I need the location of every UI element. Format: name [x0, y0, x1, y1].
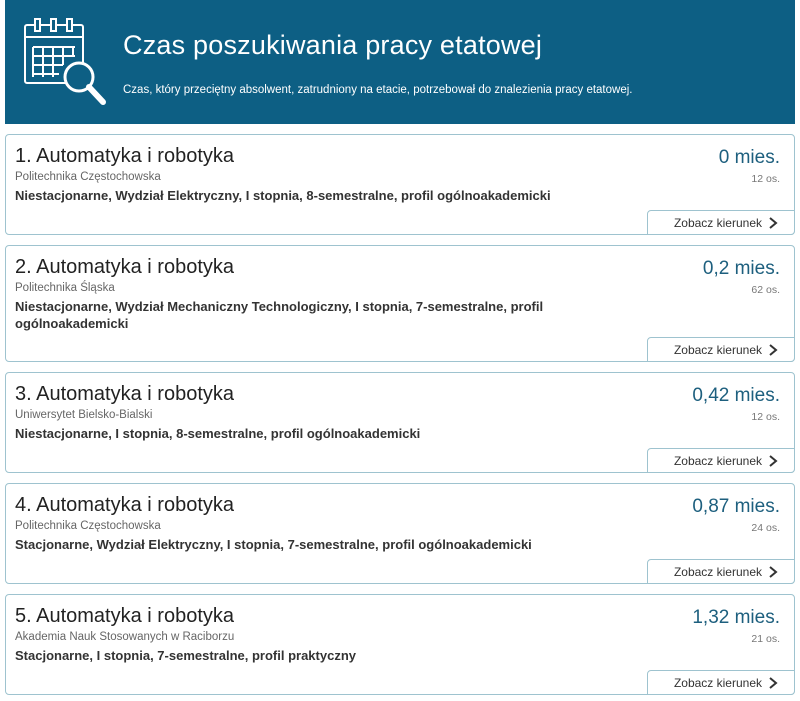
button-label: Zobacz kierunek [673, 215, 762, 230]
card-details: Niestacjonarne, Wydział Elektryczny, I stopnia, 8-semestralne, profil ogólnoakademicki [15, 188, 551, 203]
card-count: 12 os. [751, 173, 780, 185]
card-title: 5. Automatyka i robotyka [15, 605, 235, 627]
card-title: 3. Automatyka i robotyka [15, 383, 235, 405]
card-value: 0,2 mies. [702, 258, 780, 279]
button-label: Zobacz kierunek [673, 564, 762, 579]
card-title: 2. Automatyka i robotyka [15, 256, 235, 278]
result-card-1 [5, 134, 795, 235]
result-card-2 [5, 245, 795, 362]
button-label: Zobacz kierunek [673, 342, 762, 357]
card-university: Akademia Nauk Stosowanych w Raciborzu [15, 631, 235, 643]
card-value: 0,87 mies. [692, 496, 780, 517]
button-label: Zobacz kierunek [673, 453, 762, 468]
card-details: Stacjonarne, I stopnia, 7-semestralne, profil praktyczny [15, 648, 356, 663]
result-card-4 [5, 483, 795, 584]
card-value: 0,42 mies. [692, 385, 780, 406]
card-value: 0 mies. [718, 147, 780, 168]
view-program-button[interactable] [647, 670, 795, 695]
page-title: Czas poszukiwania pracy etatowej [123, 30, 543, 60]
card-count: 12 os. [751, 411, 780, 423]
view-program-button[interactable] [647, 448, 795, 473]
card-count: 62 os. [751, 284, 780, 296]
button-label: Zobacz kierunek [673, 675, 762, 690]
page-subtitle: Czas, który przeciętny absolwent, zatrudniony na etacie, potrzebował do znalezienia pracy etatowej. [123, 84, 633, 96]
page-header [5, 0, 795, 124]
card-count: 24 os. [751, 522, 780, 534]
chevron-right-icon [768, 217, 778, 229]
result-card-5 [5, 594, 795, 695]
card-title: 1. Automatyka i robotyka [15, 145, 235, 167]
view-program-button[interactable] [647, 559, 795, 584]
chevron-right-icon [768, 566, 778, 578]
card-university: Uniwersytet Bielsko-Bialski [15, 409, 153, 421]
calendar-search-icon [23, 15, 107, 107]
card-details: Niestacjonarne, I stopnia, 8-semestralne, profil ogólnoakademicki [15, 426, 421, 441]
chevron-right-icon [768, 344, 778, 356]
card-count: 21 os. [751, 633, 780, 645]
card-details: Stacjonarne, Wydział Elektryczny, I stopnia, 7-semestralne, profil ogólnoakademicki [15, 537, 532, 552]
card-university: Politechnika Częstochowska [15, 171, 161, 183]
chevron-right-icon [768, 677, 778, 689]
card-details: Niestacjonarne, Wydział Mechaniczny Technologiczny, I stopnia, 7-semestralne, profil ogólnoakademicki [15, 299, 544, 331]
card-title: 4. Automatyka i robotyka [15, 494, 235, 516]
view-program-button[interactable] [647, 337, 795, 362]
chevron-right-icon [768, 455, 778, 467]
view-program-button[interactable] [647, 210, 795, 235]
card-university: Politechnika Śląska [15, 282, 115, 294]
card-university: Politechnika Częstochowska [15, 520, 161, 532]
card-value: 1,32 mies. [692, 607, 780, 628]
result-card-3 [5, 372, 795, 473]
